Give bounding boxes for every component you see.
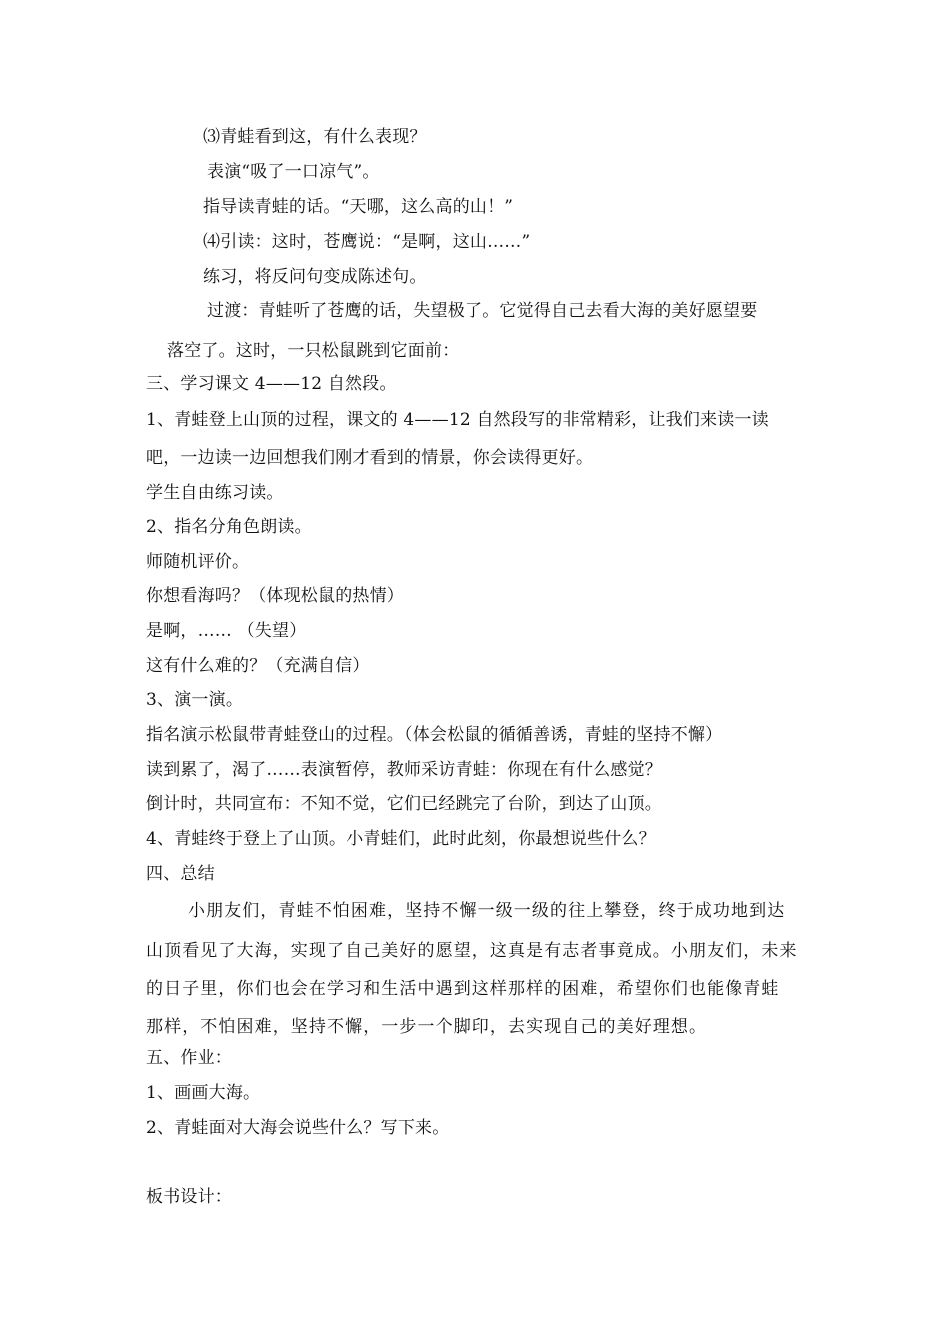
text-line: 2、青蛙面对大海会说些什么？写下来。 [146, 1118, 450, 1138]
text-line: 那样，不怕困难，坚持不懈，一步一个脚印，去实现自己的美好理想。 [146, 1017, 708, 1037]
text-line: ⑷引读：这时，苍鹰说：“是啊，这山……” [203, 232, 531, 252]
text-line: 2、指名分角色朗读。 [146, 517, 312, 537]
text-line: 倒计时，共同宣布：不知不觉，它们已经跳完了台阶，到达了山顶。 [146, 794, 662, 814]
text-line: 山顶看见了大海，实现了自己美好的愿望，这真是有志者事竟成。小朋友们，未来 [146, 941, 798, 961]
text-line: 吧，一边读一边回想我们刚才看到的情景，你会读得更好。 [146, 448, 594, 468]
section-heading: 四、总结 [146, 864, 215, 884]
section-heading: 板书设计： [146, 1187, 232, 1207]
text-line: 你想看海吗？（体现松鼠的热情） [146, 586, 404, 606]
text-line: ⑶青蛙看到这，有什么表现？ [203, 127, 427, 147]
text-line: 落空了。这时，一只松鼠跳到它面前： [167, 341, 460, 361]
text-line: 练习，将反问句变成陈述句。 [203, 267, 427, 287]
text-line: 是啊，…… （失望） [146, 621, 307, 641]
text-line: 小朋友们，青蛙不怕困难，坚持不懈一级一级的往上攀登，终于成功地到达 [188, 901, 786, 921]
text-line: 学生自由练习读。 [146, 483, 284, 503]
text-line: 师随机评价。 [146, 552, 250, 572]
text-line: 这有什么难的？（充满自信） [146, 656, 370, 676]
text-line: 3、演一演。 [146, 690, 244, 710]
text-line: 指名演示松鼠带青蛙登山的过程。（体会松鼠的循循善诱，青蛙的坚持不懈） [146, 725, 723, 745]
text-line: 读到累了，渴了……表演暂停，教师采访青蛙：你现在有什么感觉？ [146, 760, 662, 780]
text-line: 指导读青蛙的话。“天哪，这么高的山！” [203, 197, 514, 217]
text-line: 过渡：青蛙听了苍鹰的话，失望极了。它觉得自己去看大海的美好愿望要 [207, 301, 758, 321]
text-line: 1、青蛙登上山顶的过程，课文的 4——12 自然段写的非常精彩，让我们来读一读 [146, 410, 769, 430]
text-line: 表演“吸了一口凉气”。 [207, 162, 380, 182]
text-line: 4、青蛙终于登上了山顶。小青蛙们，此时此刻，你最想说些什么？ [146, 829, 656, 849]
section-heading: 三、学习课文 4——12 自然段。 [146, 374, 397, 394]
text-line: 1、画画大海。 [146, 1083, 261, 1103]
text-line: 的日子里，你们也会在学习和生活中遇到这样那样的困难，希望你们也能像青蛙 [146, 979, 780, 999]
section-heading: 五、作业： [146, 1048, 232, 1068]
